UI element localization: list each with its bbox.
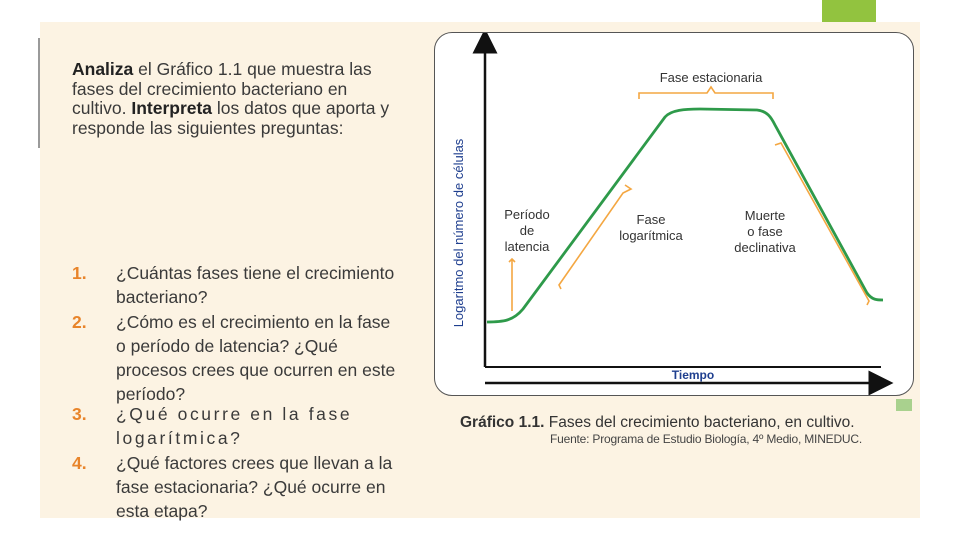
decorative-square [896, 399, 912, 411]
y-axis-label: Logaritmo del número de células [451, 138, 466, 328]
stationary-label: Fase estacionaria [659, 70, 763, 85]
death-label-1: Muerte [744, 208, 786, 223]
caption-text: Fases del crecimiento bacteriano, en cultivo. [544, 414, 855, 431]
log-label-2: logarítmica [619, 228, 683, 243]
intro-bold-analiza: Analiza [72, 59, 134, 79]
death-bracket [775, 143, 869, 305]
stationary-bracket [639, 87, 773, 99]
intro-paragraph [72, 60, 402, 138]
chart-caption [460, 414, 855, 432]
chart-frame [434, 32, 914, 396]
question-text: ¿Cuántas fases tiene el crecimiento bacteriano? [116, 263, 395, 307]
question-text: ¿Qué factores crees que llevan a la fase estacionaria? ¿Qué ocurre en esta etapa? [116, 453, 393, 521]
question-number: 1. [72, 263, 87, 283]
death-label-3: declinativa [734, 240, 796, 255]
intro-text-2: los datos que aporta y responde las siguientes preguntas: [72, 98, 390, 138]
question-number: 2. [72, 312, 87, 332]
question-1 [72, 261, 402, 309]
question-2 [72, 310, 402, 406]
lag-label-1: Período [504, 207, 550, 222]
growth-chart [435, 33, 913, 395]
question-text: ¿Cómo es el crecimiento en la fase o período de latencia? ¿Qué procesos crees que ocurren en este período? [116, 312, 396, 404]
question-number: 3. [72, 404, 87, 424]
intro-text-1: el Gráfico 1.1 que muestra las fases del crecimiento bacteriano en cultivo. [72, 59, 372, 118]
lag-bracket [509, 259, 515, 311]
accent-bar [822, 0, 876, 22]
question-number: 4. [72, 453, 87, 473]
x-axis-label: Tiempo [671, 368, 715, 382]
question-4 [72, 451, 402, 523]
lag-label-2: de [519, 223, 535, 238]
question-3 [72, 402, 402, 450]
question-text: ¿Qué ocurre en la fase logarítmica? [116, 404, 353, 448]
log-label-1: Fase [636, 212, 666, 227]
intro-bold-interpreta: Interpreta [131, 98, 213, 118]
left-rule [38, 38, 40, 148]
death-label-2: o fase [747, 224, 783, 239]
chart-source: Fuente: Programa de Estudio Biología, 4º Medio, MINEDUC. [550, 432, 862, 446]
caption-bold: Gráfico 1.1. [460, 414, 545, 431]
lag-label-3: latencia [504, 239, 550, 254]
